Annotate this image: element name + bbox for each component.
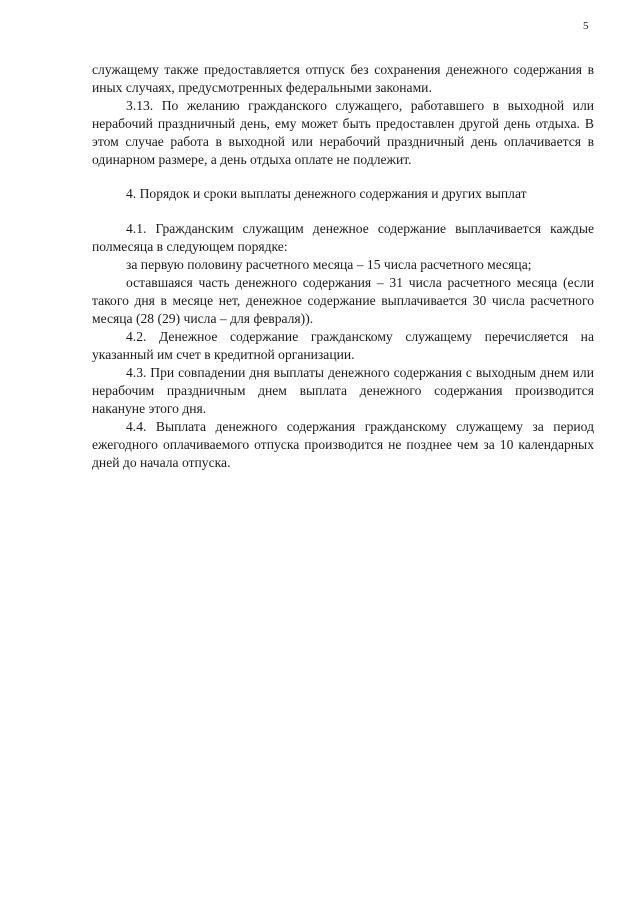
continuation-paragraph: служащему также предоставляется отпуск без сохранения денежного содержания в иных случаях, предусмотренных федеральными законами. — [92, 62, 594, 95]
clause-4-4: 4.4. Выплата денежного содержания гражданскому служащему за период ежегодного оплачиваемого отпуска производится не позднее чем за 10 календарных дней до начала отпуска. — [92, 419, 594, 470]
clause-4-1-item-1: за первую половину расчетного месяца – 15 числа расчетного месяца; — [126, 257, 532, 272]
clause-4-2: 4.2. Денежное содержание гражданскому служащему перечисляется на указанный им счет в кредитной организации. — [92, 329, 594, 362]
clause-3-13: 3.13. По желанию гражданского служащего, работавшего в выходной или нерабочий праздничный день, ему может быть предоставлен другой день отдыха. В этом случае работа в выходной или нерабочий праздничный день оплачивается в одинарном размере, а день отдыха оплате не подлежит. — [92, 98, 594, 167]
clause-4-3: 4.3. При совпадении дня выплаты денежного содержания с выходным днем или нерабочим праздничным днем выплата денежного содержания производится накануне этого дня. — [92, 365, 594, 416]
page-number: 5 — [583, 20, 589, 32]
section-4-heading: 4. Порядок и сроки выплаты денежного содержания и других выплат — [126, 186, 527, 201]
clause-4-1-item-2: оставшаяся часть денежного содержания – 31 числа расчетного месяца (если такого дня в месяце нет, денежное содержание выплачивается 30 числа расчетного месяца (28 (29) числа – для февраля)). — [92, 275, 594, 326]
text-block-top — [92, 61, 594, 169]
section-4-body — [92, 220, 594, 472]
clause-4-1-intro: 4.1. Гражданским служащим денежное содержание выплачивается каждые полмесяца в следующем порядке: — [92, 221, 594, 254]
